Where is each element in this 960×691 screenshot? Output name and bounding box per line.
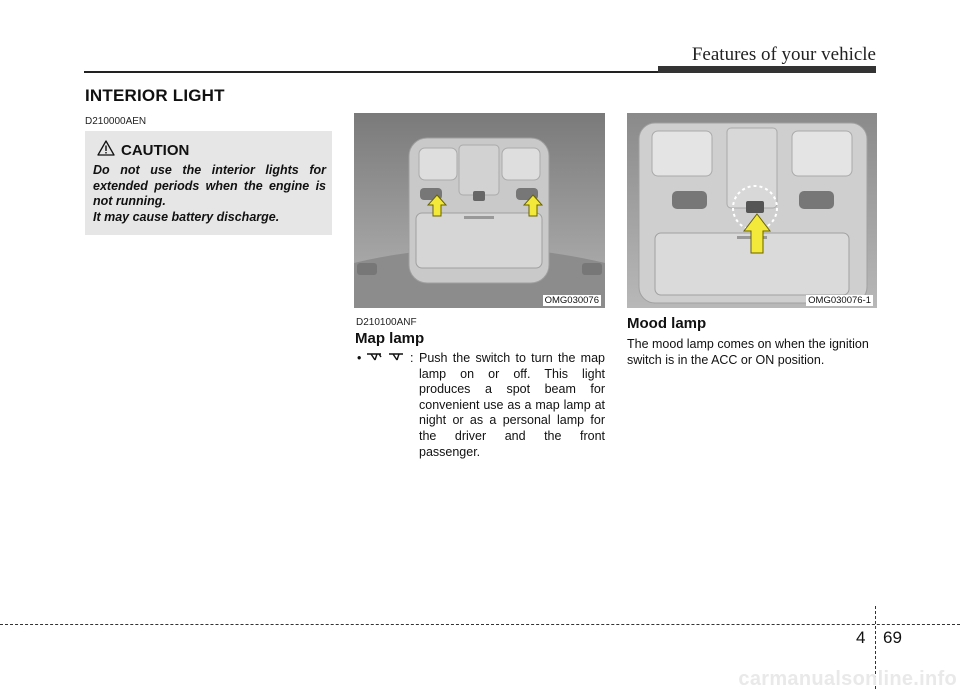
map-lamp-bullet: •: [357, 351, 362, 365]
section-code: D210000AEN: [85, 116, 147, 127]
map-lamp-title: Map lamp: [355, 330, 425, 347]
caution-box: [85, 131, 332, 235]
mood-lamp-photo-label: OMG030076-1: [808, 295, 871, 306]
map-lamp-colon: :: [410, 351, 414, 365]
header-rule-accent: [658, 66, 876, 73]
footer-page-number: 69: [883, 628, 902, 647]
caution-line-1: Do not use the interior lights for extended periods when the engine is not running.: [93, 163, 326, 208]
mood-lamp-title: Mood lamp: [627, 315, 707, 332]
caution-line-2: It may cause battery discharge.: [93, 209, 280, 224]
section-title: INTERIOR LIGHT: [85, 86, 225, 105]
footer-rule: [0, 624, 960, 625]
mood-lamp-illustration: [627, 113, 877, 308]
map-lamp-description: Push the switch to turn the map lamp on or off. This light produces a spot beam for convenient use as a map lamp at night or as a personal lamp for the driver and the front passenger.: [419, 351, 605, 459]
mood-lamp-photo: [627, 113, 877, 308]
map-lamp-code: D210100ANF: [356, 317, 417, 328]
map-lamp-illustration: [354, 113, 605, 308]
mood-lamp-description: The mood lamp comes on when the ignition switch is in the ACC or ON position.: [627, 337, 869, 367]
header-title: Features of your vehicle: [691, 44, 876, 65]
map-lamp-photo: [354, 113, 605, 308]
watermark: carmanualsonline.info: [738, 668, 957, 690]
caution-text: [93, 163, 326, 225]
caution-title: CAUTION: [121, 142, 190, 159]
warning-triangle-icon: [97, 140, 115, 156]
footer-section-number: 4: [856, 628, 866, 647]
map-lamp-photo-label: OMG030076: [544, 295, 599, 306]
map-lamp-switch-icon: [366, 350, 406, 364]
